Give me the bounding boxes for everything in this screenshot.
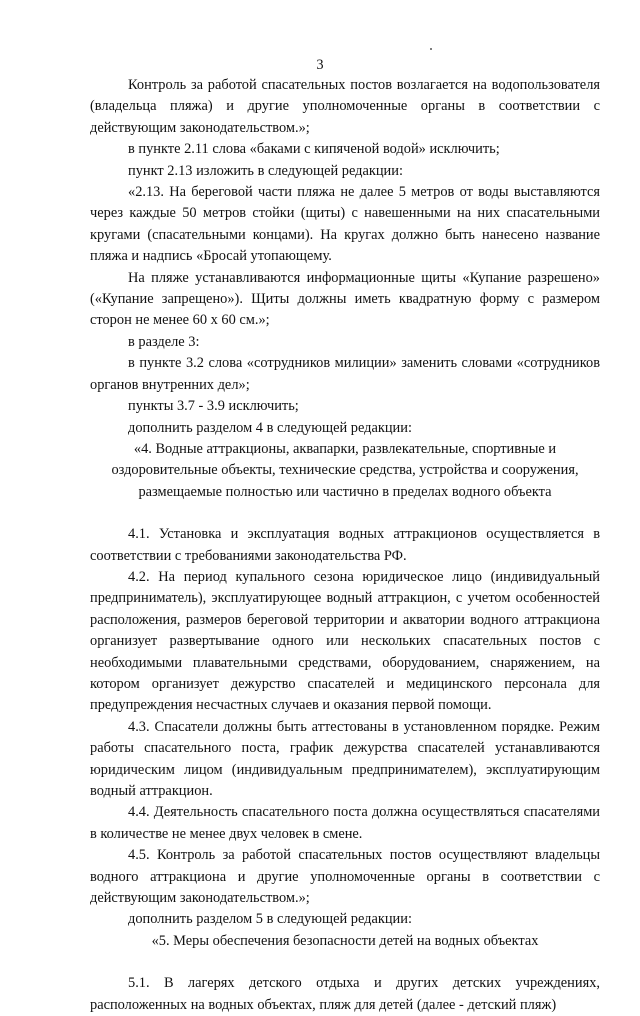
spacer (90, 952, 600, 973)
paragraph-info-boards: На пляже устанавливаются информационные щиты «Купание разрешено» («Купание запрещено»). Щиты должны иметь квадратную форму с размером сторон не менее 60 х 60 см.»; (90, 269, 600, 329)
section-5-heading: «5. Меры обеспечения безопасности детей на водных объектах (151, 932, 539, 949)
section-4-item-3: 4.3. Спасатели должны быть аттестованы в установленном порядке. Режим работы спасательного поста, график дежурства спасателей устанавливаются юридическим лицом (индивидуальным предпринимателем), эксплуатирующим водный аттракцион. (90, 718, 600, 799)
section-4-item-1: 4.1. Установка и эксплуатация водных аттракционов осуществляется в соответствии с требованиями законодательства РФ. (90, 526, 600, 564)
section-4-heading: «4. Водные аттракционы, аквапарки, развлекательные, спортивные и оздоровительные объекты, технические средства, устройства и сооружения, размещаемые полностью или частично в пределах водного объекта (111, 440, 579, 500)
paragraph-control-posts: Контроль за работой спасательных постов возлагается на водопользователя (владельца пляжа) и другие уполномоченные органы в соответствии с действующим законодательством.»; (90, 77, 600, 136)
page-number: 3 (316, 57, 324, 73)
paragraph-item-2-11: в пункте 2.11 слова «баками с кипяченой водой» исключить; (128, 141, 500, 158)
paragraph-items-3-7-3-9: пункты 3.7 - 3.9 исключить; (128, 398, 299, 415)
scan-speck (430, 48, 432, 50)
paragraph-add-section-5: дополнить разделом 5 в следующей редакции: (128, 911, 412, 928)
paragraph-item-2-13-intro: пункт 2.13 изложить в следующей редакции: (128, 162, 403, 179)
paragraph-item-3-2: в пункте 3.2 слова «сотрудников милиции» заменить словами «сотрудников органов внутренних дел»; (90, 355, 600, 393)
document-body (90, 75, 600, 1016)
section-5-item-1: 5.1. В лагерях детского отдыха и других детских учреждениях, расположенных на водных объектах, пляж для детей (далее - детский пляж) (90, 975, 600, 1013)
paragraph-section-3: в разделе 3: (128, 333, 200, 350)
section-4-item-4: 4.4. Деятельность спасательного поста должна осуществляться спасателями в количестве не менее двух человек в смене. (90, 804, 600, 842)
section-4-item-5: 4.5. Контроль за работой спасательных постов осуществляют владельцы водного аттракциона и другие уполномоченные органы в соответствии с действующим законодательством.»; (90, 847, 600, 907)
section-4-item-2: 4.2. На период купального сезона юридическое лицо (индивидуальный предприниматель), эксплуатирующее водный аттракцион, с учетом особенностей расположения, размеров береговой территории и акватории водного аттракциона организует развертывание одного или нескольких спасательных постов с необходимыми плавательными средствами, оборудованием, снаряжением, на котором организует дежурство спасателей и медицинского персонала для предупреждения несчастных случаев и оказания первой помощи. (90, 568, 600, 714)
paragraph-add-section-4: дополнить разделом 4 в следующей редакции: (128, 419, 412, 436)
paragraph-item-2-13: «2.13. На береговой части пляжа не далее 5 метров от воды выставляются через каждые 50 метров стойки (щиты) с навешенными на них спасательными кругами (спасательными концами). На кругах должно быть нанесено название пляжа и надпись «Бросай утопающему. (90, 184, 600, 265)
spacer (90, 503, 600, 524)
